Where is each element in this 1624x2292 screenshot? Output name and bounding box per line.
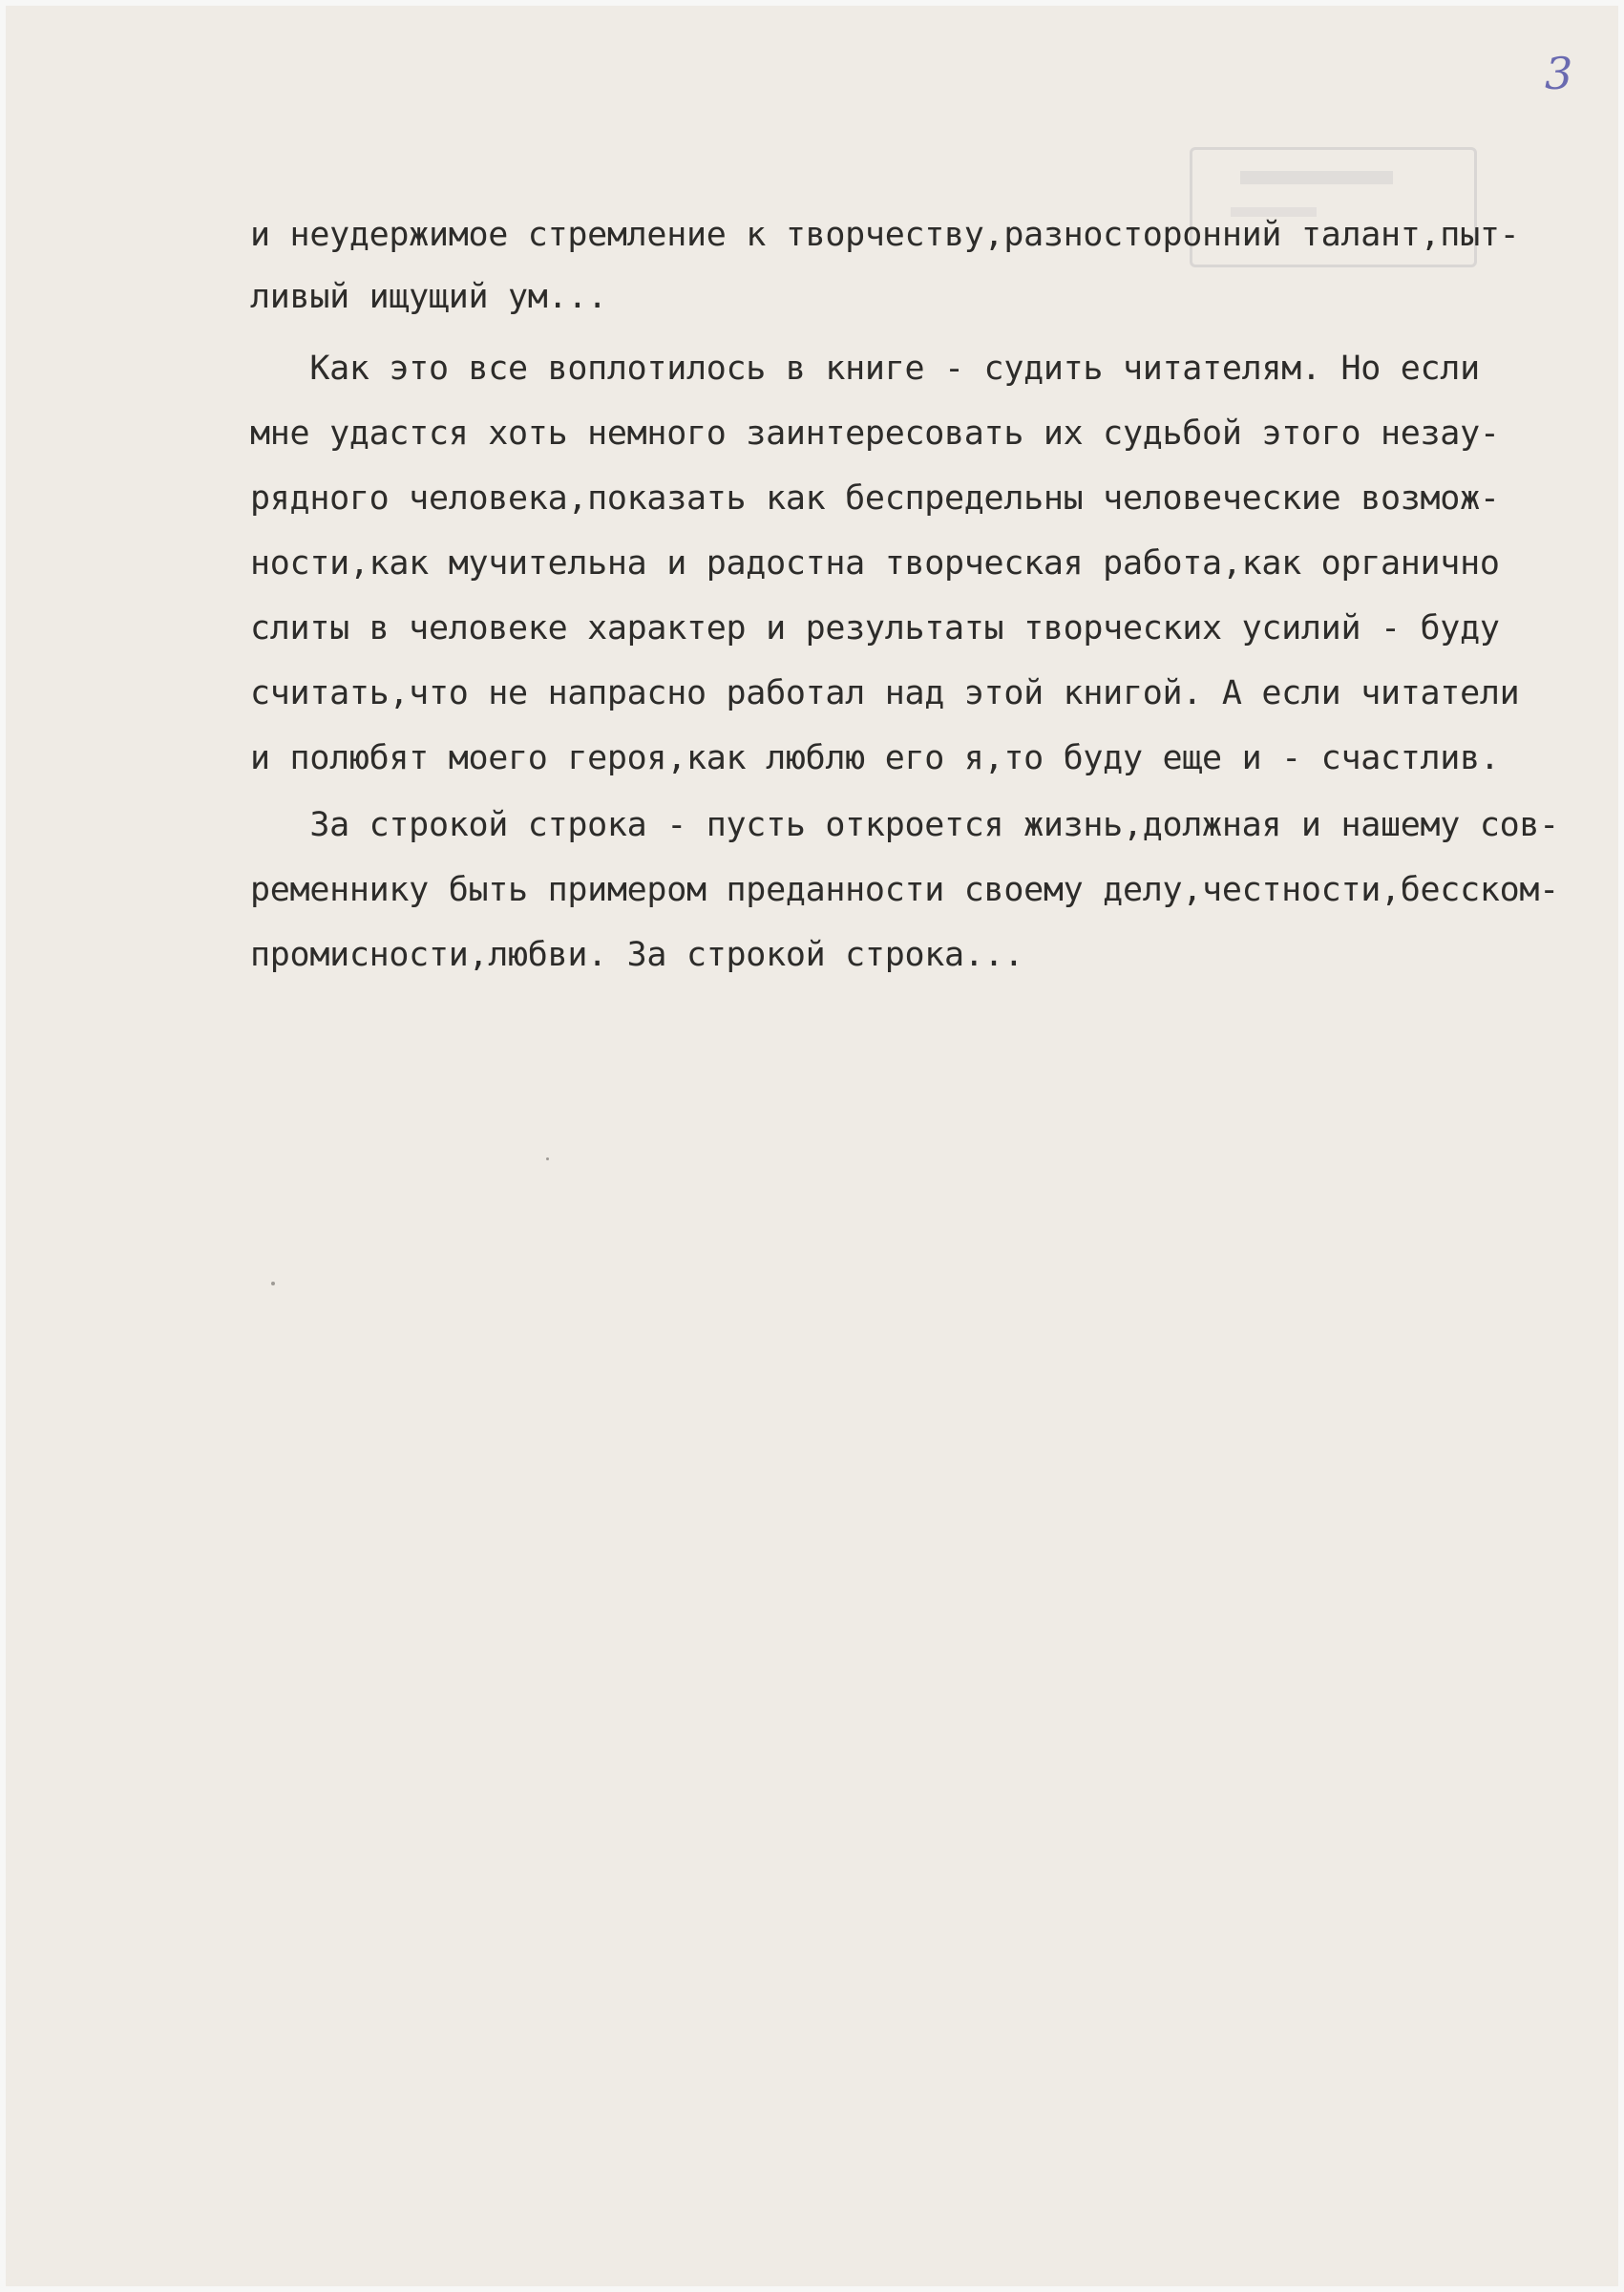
- text-line: ливый ищущий ум...: [250, 278, 607, 316]
- text-line: Как это все воплотилось в книге - судить читателям. Но если: [250, 350, 1480, 388]
- text-line: За строкой строка - пусть откроется жизнь,должная и нашему сов-: [250, 806, 1559, 844]
- text-line: ременнику быть примером преданности своему делу,честности,бесcком-: [250, 871, 1559, 909]
- text-line: и полюбят моего героя,как люблю его я,то буду еще и - счастлив.: [250, 739, 1500, 777]
- paper-speck: [271, 1282, 275, 1285]
- page-number: 3: [1545, 48, 1573, 99]
- text-line: и неудержимое стремление к творчеству,разносторонний талант,пыт-: [250, 216, 1520, 254]
- text-line: считать,что не напрасно работал над этой книгой. А если читатели: [250, 674, 1520, 712]
- paper-speck: [546, 1157, 549, 1160]
- text-line: ности,как мучительна и радостна творческая работа,как органично: [250, 544, 1500, 583]
- text-line: рядного человека,показать как беспредельны человеческие возмож-: [250, 479, 1500, 518]
- text-line: слиты в человеке характер и результаты творческих усилий - буду: [250, 609, 1500, 647]
- text-line: мне удастся хоть немного заинтересовать их судьбой этого незау-: [250, 414, 1500, 453]
- text-line: промисности,любви. За строкой строка...: [250, 936, 1024, 974]
